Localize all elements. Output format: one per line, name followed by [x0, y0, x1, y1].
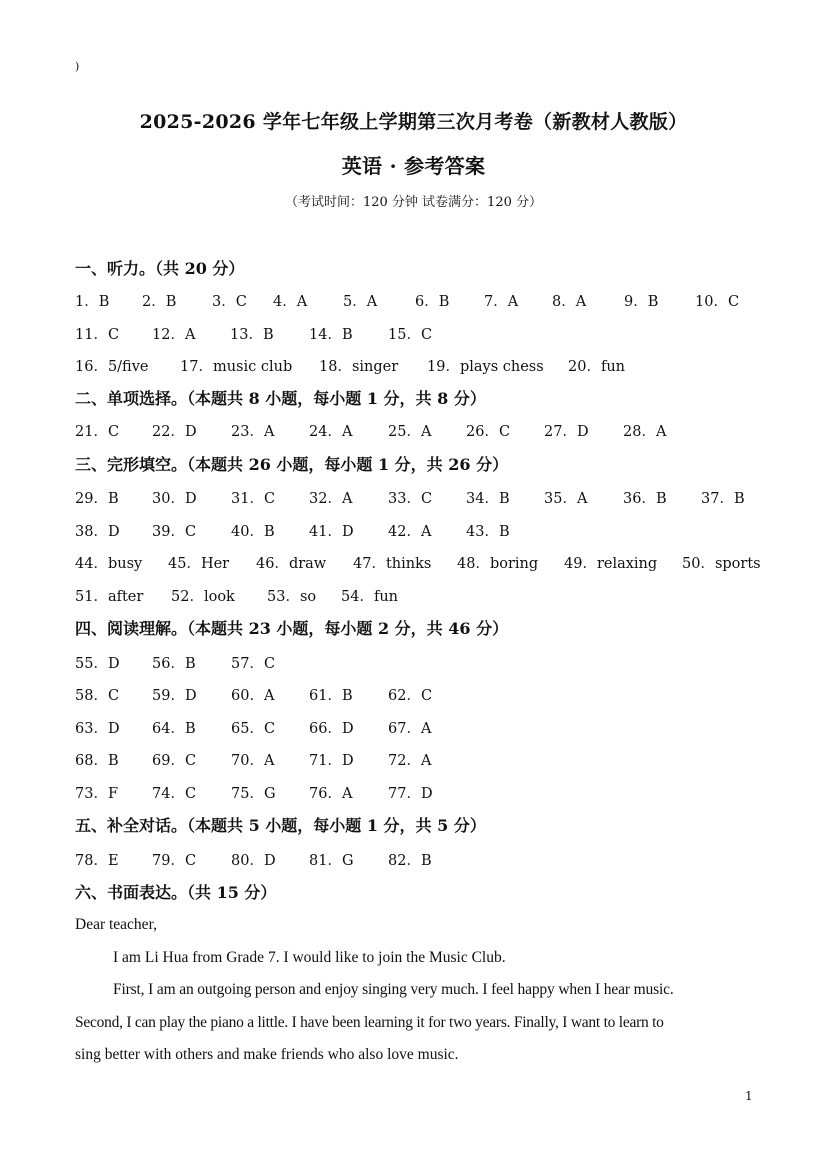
section-title-writing: 六、书面表达。（共 15 分）: [75, 883, 277, 902]
answer-item: 41．D: [309, 524, 354, 540]
answer-item: 3．C: [212, 294, 247, 310]
answer-item: 22．D: [152, 424, 197, 440]
answer-item: 61．B: [309, 688, 353, 704]
answer-item: 16．5/five: [75, 359, 149, 375]
essay-line: sing better with others and make friends who also love music.: [75, 1046, 459, 1063]
answer-item: 20．fun: [568, 359, 625, 375]
section-title-dialogue: 五、补全对话。（本题共 5 小题，每小题 1 分，共 5 分）: [75, 816, 486, 835]
answer-item: 32．A: [309, 491, 353, 507]
answer-item: 48．boring: [457, 556, 539, 572]
answer-item: 56．B: [152, 656, 196, 672]
exam-title: 2025-2026 学年七年级上学期第三次月考卷（新教材人教版）: [139, 111, 688, 133]
answer-item: 28．A: [623, 424, 667, 440]
answer-item: 19．plays chess: [427, 359, 544, 375]
answer-item: 81．G: [309, 853, 354, 869]
answer-item: 30．D: [152, 491, 197, 507]
answer-item: 34．B: [466, 491, 510, 507]
answer-item: 35．A: [544, 491, 588, 507]
answer-item: 76．A: [309, 786, 353, 802]
answer-item: 4．A: [273, 294, 308, 310]
answer-item: 23．A: [231, 424, 275, 440]
answer-item: 55．D: [75, 656, 120, 672]
answer-item: 59．D: [152, 688, 197, 704]
answer-item: 58．C: [75, 688, 120, 704]
essay-line: I am Li Hua from Grade 7. I would like to join the Music Club.: [113, 949, 506, 966]
answer-item: 26．C: [466, 424, 511, 440]
answer-item: 60．A: [231, 688, 275, 704]
answer-item: 64．B: [152, 721, 196, 737]
essay-greeting: Dear teacher,: [75, 916, 157, 933]
answer-item: 6．B: [415, 294, 450, 310]
answer-item: 50．sports: [682, 556, 761, 572]
answer-item: 54．fun: [341, 589, 398, 605]
answer-item: 1．B: [75, 294, 110, 310]
answer-item: 49．relaxing: [564, 556, 658, 572]
answer-item: 29．B: [75, 491, 119, 507]
answer-item: 37．B: [701, 491, 745, 507]
answer-item: 39．C: [152, 524, 197, 540]
answer-item: 77．D: [388, 786, 433, 802]
answer-item: 51．after: [75, 589, 144, 605]
answer-item: 13．B: [230, 327, 274, 343]
answer-item: 38．D: [75, 524, 120, 540]
answer-item: 11．C: [75, 327, 120, 343]
answer-item: 18．singer: [319, 359, 399, 375]
section-title-listening: 一、听力。（共 20 分）: [75, 259, 245, 278]
answer-item: 62．C: [388, 688, 433, 704]
answer-item: 47．thinks: [353, 556, 432, 572]
answer-item: 71．D: [309, 753, 354, 769]
answer-item: 67．A: [388, 721, 432, 737]
answer-item: 9．B: [624, 294, 659, 310]
answer-item: 43．B: [466, 524, 510, 540]
answer-item: 10．C: [695, 294, 740, 310]
answer-item: 8．A: [552, 294, 587, 310]
answer-item: 40．B: [231, 524, 275, 540]
exam-info: （考试时间：120 分钟 试卷满分：120 分）: [284, 195, 543, 210]
answer-item: 44．busy: [75, 556, 143, 572]
answer-item: 68．B: [75, 753, 119, 769]
page-number: 1: [745, 1089, 753, 1103]
answer-item: 31．C: [231, 491, 276, 507]
answer-item: 17．music club: [180, 359, 293, 375]
section-title-reading: 四、阅读理解。（本题共 23 小题，每小题 2 分，共 46 分）: [75, 619, 509, 638]
answer-item: 52．look: [171, 589, 235, 605]
answer-item: 5．A: [343, 294, 378, 310]
essay-line: Second, I can play the piano a little. I have been learning it for two years. Finally, I want to learn to: [75, 1014, 664, 1031]
answer-item: 78．E: [75, 853, 119, 869]
answer-item: 45．Her: [168, 556, 230, 572]
answer-item: 7．A: [484, 294, 519, 310]
answer-item: 74．C: [152, 786, 197, 802]
answer-item: 15．C: [388, 327, 433, 343]
answer-item: 70．A: [231, 753, 275, 769]
answer-item: 73．F: [75, 786, 119, 802]
answer-item: 14．B: [309, 327, 353, 343]
answer-item: 63．D: [75, 721, 120, 737]
answer-item: 25．A: [388, 424, 432, 440]
corner-mark: ): [75, 60, 80, 73]
answer-item: 69．C: [152, 753, 197, 769]
answer-item: 36．B: [623, 491, 667, 507]
answer-item: 72．A: [388, 753, 432, 769]
answer-item: 79．C: [152, 853, 197, 869]
page-title: 英语 · 参考答案: [341, 154, 486, 178]
answer-item: 42．A: [388, 524, 432, 540]
essay-line: First, I am an outgoing person and enjoy singing very much. I feel happy when I hear music.: [113, 981, 674, 998]
answer-item: 66．D: [309, 721, 354, 737]
answer-item: 80．D: [231, 853, 276, 869]
answer-item: 12．A: [152, 327, 196, 343]
answer-item: 75．G: [231, 786, 276, 802]
answer-item: 2．B: [142, 294, 177, 310]
answer-item: 33．C: [388, 491, 433, 507]
answer-item: 57．C: [231, 656, 276, 672]
section-title-cloze: 三、完形填空。（本题共 26 小题，每小题 1 分，共 26 分）: [75, 455, 509, 474]
answer-item: 21．C: [75, 424, 120, 440]
answer-item: 65．C: [231, 721, 276, 737]
answer-item: 27．D: [544, 424, 589, 440]
section-title-single-choice: 二、单项选择。（本题共 8 小题，每小题 1 分，共 8 分）: [75, 389, 486, 408]
answer-item: 53．so: [267, 589, 317, 605]
answer-item: 24．A: [309, 424, 353, 440]
answer-item: 46．draw: [256, 556, 327, 572]
answer-item: 82．B: [388, 853, 432, 869]
